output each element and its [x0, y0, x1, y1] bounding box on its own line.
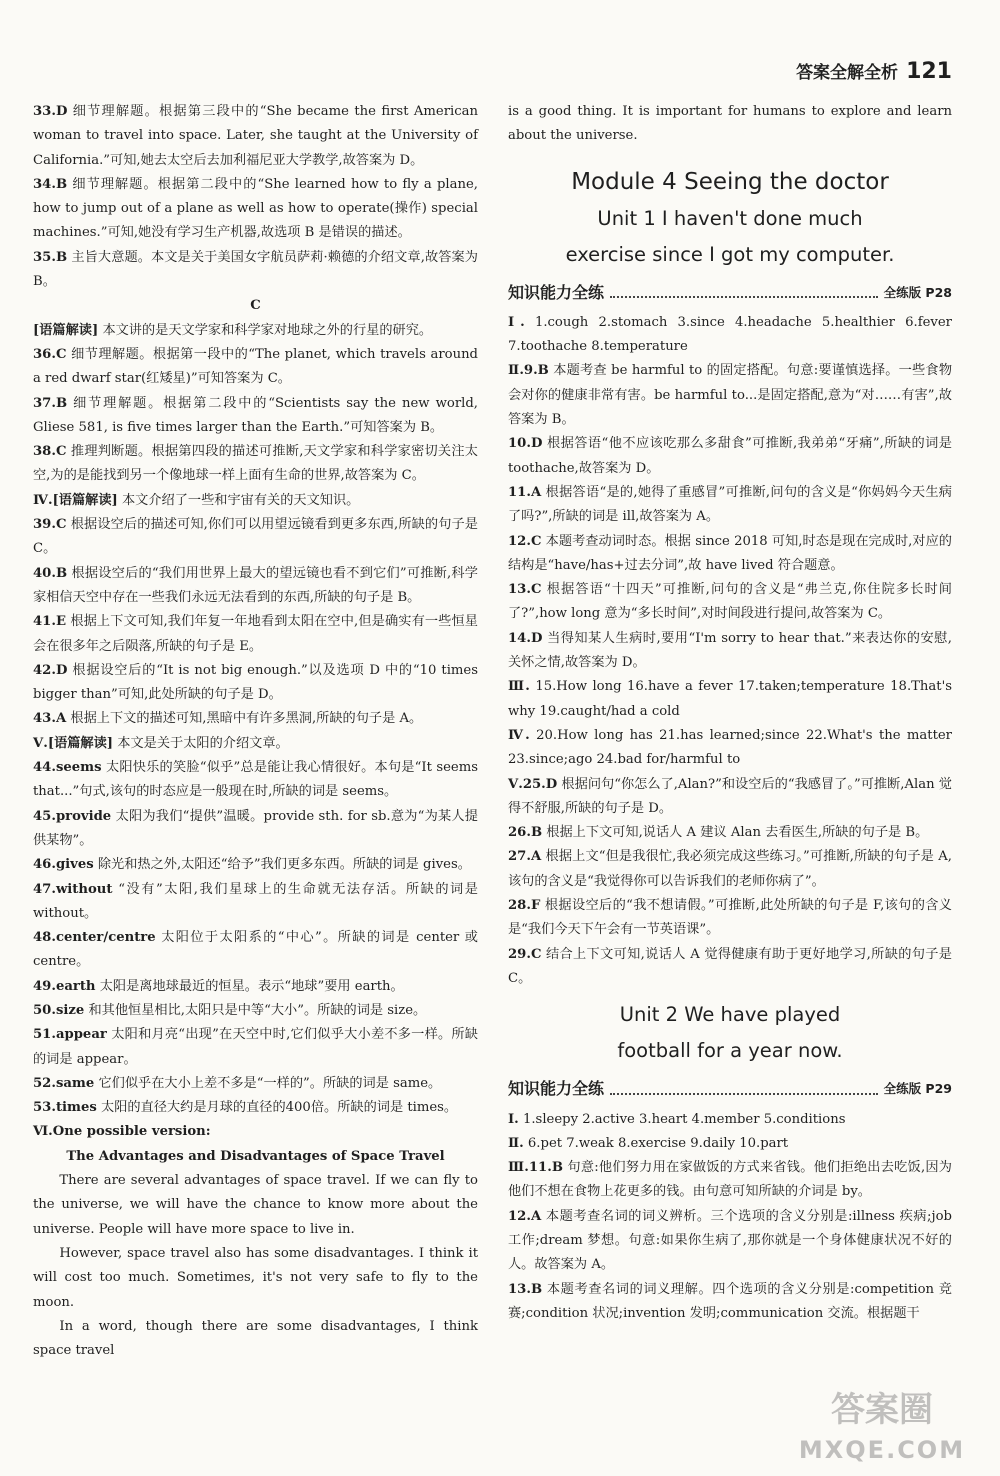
answer-number: 48.center/centre — [33, 930, 156, 946]
answer-text: 细节理解题。根据第二段中的“She learned how to fly a plane, how to jump out of a plane as well as how to operate(操作) special machines.”可知,她没有学习生产机器,故选项 B 是错误的描述。 — [33, 176, 478, 241]
answer-item — [33, 1023, 478, 1072]
answer-text: 6.pet 7.weak 8.exercise 9.daily 10.part — [527, 1135, 789, 1151]
answer-number: 13.C — [508, 582, 542, 598]
answer-item — [33, 1096, 478, 1120]
answer-item — [508, 1156, 952, 1205]
section-label: 知识能力全练 — [508, 282, 605, 302]
answer-text: 根据答语“十四天”可推断,问句的含义是“弗兰克,你住院多长时间了?”,how long 意为“多长时间”,对时间段进行提问,故答案为 C。 — [508, 582, 952, 622]
answer-item — [508, 675, 952, 724]
answer-text: 根据上下文可知,我们年复一年地看到太阳在空中,但是确实有一些恒星会在很多年之后陨落,所缺的句子是 E。 — [33, 614, 478, 654]
answer-text: 根据答语“是的,她得了重感冒”可推断,问句的含义是“你妈妈今天生病了吗?”,所缺的词是 ill,故答案为 A。 — [508, 484, 952, 525]
answer-number: [语篇解读] — [33, 322, 99, 338]
answer-number: 35.B — [33, 249, 68, 265]
answer-item — [33, 707, 478, 731]
answer-item — [33, 610, 478, 659]
unit2-title-line1: Unit 2 We have played — [619, 1003, 841, 1027]
answer-item — [508, 432, 952, 481]
answer-item — [508, 724, 952, 773]
answer-item — [508, 1132, 952, 1156]
page-header — [796, 58, 952, 84]
answer-number: Ⅳ. — [508, 727, 530, 743]
answer-text: 本文介绍了一些和宇宙有关的天文知识。 — [122, 492, 360, 508]
dotted-leader — [610, 1092, 878, 1095]
answer-item — [508, 578, 952, 627]
answer-text: In a word, though there are some disadvantages, I think space travel — [33, 1318, 478, 1359]
answer-text: 根据上下文的描述可知,黑暗中有许多黑洞,所缺的句子是 A。 — [70, 711, 423, 727]
answer-text: 20.How long has 21.has learned;since 22.What's the matter 23.since;ago 24.bad for/harmful to — [508, 727, 952, 768]
answer-text: 根据设空后的“我不想请假。”可推断,此处所缺的句子是 F,该句的含义是“我们今天下午会有一节英语课”。 — [508, 898, 952, 938]
answer-item — [508, 821, 952, 845]
watermark-line1: 答案圈 — [831, 1390, 933, 1430]
answer-text: 15.How long 16.have a fever 17.taken;temperature 18.That's why 19.caught/had a cold — [508, 679, 952, 719]
answer-text: 根据上下文可知,说话人 A 建议 Alan 去看医生,所缺的句子是 B。 — [546, 825, 929, 841]
answer-number: 28.F — [508, 898, 541, 914]
answers-block-1 — [508, 311, 952, 991]
answer-item — [33, 878, 478, 927]
answer-item — [508, 943, 952, 992]
section-label: 知识能力全练 — [508, 1079, 605, 1099]
answer-number: 49.earth — [33, 978, 96, 994]
answer-text: 本题考查名词的词义辨析。三个选项的含义分别是:illness 疾病;job 工作;dream 梦想。句意:如果你生病了,那你就是一个身体健康状况不好的人。故答案为 A。 — [508, 1208, 952, 1273]
answer-text: 根据设空后的“It is not big enough.”以及选项 D 中的“10 times bigger than”可知,此处所缺的句子是 D。 — [33, 662, 478, 703]
answer-number: Ⅴ.[语篇解读] — [33, 735, 114, 751]
answer-text: 1.cough 2.stomach 3.since 4.headache 5.healthier 6.fever 7.toothache 8.temperature — [508, 314, 952, 355]
answer-text: 太阳为我们“提供”温暖。provide sth. for sb.意为“为某人提供某物”。 — [33, 808, 478, 848]
answer-item — [508, 773, 952, 822]
unit1-title-line2: exercise since I got my computer. — [565, 242, 895, 266]
answer-text: 太阳位于太阳系的“中心”。所缺的词是 center 或 centre。 — [33, 930, 478, 970]
answer-text: The Advantages and Disadvantages of Space Travel — [66, 1148, 445, 1164]
answer-item — [33, 562, 478, 611]
answer-text: 除光和热之外,太阳还“给予”我们更多东西。所缺的词是 gives。 — [97, 857, 471, 873]
answer-text: 根据设空后的“我们用世界上最大的望远镜也看不到它们”可推断,科学家相信天空中存在一些我们永远无法看到的东西,所缺的句子是 B。 — [33, 565, 478, 605]
answer-number: 41.E — [33, 614, 66, 630]
answer-item — [508, 1205, 952, 1278]
answer-item — [33, 246, 478, 295]
answer-text: 太阳和月亮“出现”在天空中时,它们似乎大小差不多一样。所缺的词是 appear。 — [33, 1027, 478, 1067]
answer-number: 47.without — [33, 881, 113, 897]
answer-item — [33, 343, 478, 392]
answer-text: 本题考查 be harmful to 的固定搭配。句意:要谨慎选择。一些食物会对你的健康非常有害。be harmful to...是固定搭配,意为“对……有害”,故答案为 B。 — [508, 363, 953, 428]
answer-item — [508, 359, 952, 432]
answer-number: 43.A — [33, 711, 67, 727]
answer-item — [33, 1242, 478, 1315]
answer-item — [33, 1145, 478, 1169]
section-header-1 — [508, 281, 952, 305]
answers-block-2 — [508, 1108, 952, 1327]
answer-number: Ⅰ. — [508, 1111, 519, 1127]
answer-text: 它们似乎在大小上差不多是“一样的”。所缺的词是 same。 — [98, 1075, 442, 1091]
answer-number: 11.A — [508, 484, 542, 500]
answer-number: Ⅵ.One possible version: — [33, 1124, 211, 1140]
answer-item — [33, 319, 478, 343]
answer-number: 12.A — [508, 1208, 542, 1224]
answer-number: 46.gives — [33, 857, 94, 873]
answer-text: 推理判断题。根据第四段的描述可推断,天文学家和科学家密切关注太空,为的是能找到另一个像地球一样上面有生命的世界,故答案为 C。 — [33, 444, 478, 484]
answer-item — [33, 999, 478, 1023]
answer-text: 太阳的直径大约是月球的直径的400倍。所缺的词是 times。 — [101, 1100, 458, 1116]
answer-item — [508, 311, 952, 360]
answer-item — [33, 926, 478, 975]
answer-text: 本文讲的是天文学家和科学家对地球之外的行星的研究。 — [102, 322, 433, 338]
answer-item — [33, 805, 478, 854]
answer-text: 细节理解题。根据第三段中的“She became the first American woman to travel into space. Later, she taught at the University of California.”可知,她去太空后去加利福尼亚大学教学,故答案为 D。 — [33, 104, 478, 168]
answer-number: 12.C — [508, 533, 542, 549]
answer-number: Ⅱ.9.B — [508, 363, 549, 379]
answer-number: Ⅰ. — [508, 314, 525, 330]
continuation-text: is a good thing. It is important for humans to explore and learn about the universe. — [508, 104, 952, 144]
answer-text: 根据设空后的描述可知,你们可以用望远镜看到更多东西,所缺的句子是 C。 — [33, 517, 478, 557]
answer-text: However, space travel also has some disadvantages. I think it will cost too much. Sometimes, it's not very safe to fly to the moon. — [33, 1245, 478, 1310]
section-header-2 — [508, 1077, 952, 1101]
header-title: 答案全解全析 — [796, 63, 899, 83]
section-ref: 全练版 P28 — [883, 284, 952, 300]
answer-text: 根据上文“但是我很忙,我必须完成这些练习。”可推断,所缺的句子是 A,该句的含义是“我觉得你可以告诉我们的老师你病了”。 — [508, 849, 952, 889]
unit2-title-line2: football for a year now. — [617, 1039, 843, 1063]
answer-number: 33.D — [33, 104, 68, 119]
answer-item — [33, 756, 478, 805]
answer-item — [33, 1072, 478, 1096]
unit1-title-line1: Unit 1 I haven't done much — [597, 206, 863, 230]
answer-item — [33, 732, 478, 756]
answer-item — [33, 513, 478, 562]
answer-text: 结合上下文可知,说话人 A 觉得健康有助于更好地学习,所缺的句子是 C。 — [508, 946, 952, 986]
answer-item — [33, 659, 478, 708]
dotted-leader — [610, 295, 878, 298]
left-column — [33, 100, 478, 1363]
answer-number: Ⅲ.11.B — [508, 1160, 563, 1176]
answer-number: 44.seems — [33, 760, 102, 776]
answer-number: 10.D — [508, 436, 543, 452]
answer-number: 42.D — [33, 662, 68, 678]
answer-number: 40.B — [33, 565, 68, 581]
right-column — [508, 100, 952, 1326]
module-title: Module 4 Seeing the doctor — [571, 168, 889, 195]
answer-item — [33, 392, 478, 441]
answer-item — [33, 100, 478, 173]
answer-number: 45.provide — [33, 808, 112, 824]
answer-item — [508, 1278, 952, 1327]
answer-text: 根据答语“他不应该吃那么多甜食”可推断,我弟弟“牙痛”,所缺的词是 toothache,故答案为 D。 — [508, 436, 952, 476]
answer-item — [508, 481, 952, 530]
answer-text: There are several advantages of space travel. If we can fly to the universe, we will have the chance to know more about the universe. People will have more space to live in. — [33, 1173, 478, 1237]
answer-text: 根据问句“你怎么了,Alan?”和设空后的“我感冒了。”可推断,Alan 觉得不舒服,所缺的句子是 D。 — [508, 776, 952, 816]
answer-item — [33, 173, 478, 246]
answer-item — [508, 845, 952, 894]
answer-item — [508, 530, 952, 579]
answer-item — [508, 1108, 952, 1132]
answer-number: Ⅳ.[语篇解读] — [33, 492, 118, 508]
answer-number: 14.D — [508, 630, 543, 646]
answer-item — [33, 1120, 478, 1144]
section-ref: 全练版 P29 — [883, 1081, 952, 1097]
answer-text: 本题考查动词时态。根据 since 2018 可知,时态是现在完成时,对应的结构是“have/has+过去分词”,故 have lived 符合题意。 — [508, 533, 952, 573]
answer-text: 太阳是离地球最近的恒星。表示“地球”要用 earth。 — [99, 978, 404, 994]
answer-number: 36.C — [33, 346, 67, 362]
answer-number: 34.B — [33, 176, 68, 192]
answer-text: 句意:他们努力用在家做饭的方式来省钱。他们拒绝出去吃饭,因为他们不想在食物上花更多的钱。由句意可知所缺的介词是 by。 — [508, 1160, 952, 1200]
watermark-stamp — [782, 1390, 982, 1470]
answer-number: 26.B — [508, 825, 543, 841]
answer-text: 本题考查名词的词义理解。四个选项的含义分别是:competition 竞赛;condition 状况;invention 发明;communication 交流。根据题干 — [508, 1281, 952, 1321]
answer-number: 29.C — [508, 946, 542, 962]
watermark-line2: MXQE.COM — [798, 1436, 966, 1464]
answer-number: 51.appear — [33, 1027, 107, 1043]
answer-number: Ⅱ. — [508, 1135, 524, 1151]
answer-item — [33, 294, 478, 318]
answer-number: 37.B — [33, 395, 68, 411]
answer-text: “没有”太阳,我们星球上的生命就无法存活。所缺的词是 without。 — [33, 881, 478, 921]
answer-text: 主旨大意题。本文是关于美国女字航员萨莉·赖德的介绍文章,故答案为 B。 — [33, 249, 478, 290]
answer-text: 当得知某人生病时,要用“I'm sorry to hear that.”来表达你的安慰,关怀之情,故答案为 D。 — [508, 630, 952, 671]
answer-text: 本文是关于太阳的介绍文章。 — [117, 735, 289, 751]
answer-text: C — [250, 298, 261, 314]
answer-number: 52.same — [33, 1075, 95, 1091]
answer-number: Ⅴ.25.D — [508, 776, 558, 792]
answer-text: 细节理解题。根据第一段中的“The planet, which travels around a red dwarf star(红矮星)”可知答案为 C。 — [33, 346, 478, 387]
answer-number: 39.C — [33, 517, 67, 533]
answer-text: 太阳快乐的笑脸“似乎”总是能让我心情很好。本句是“It seems that...”句式,该句的时态应是一般现在时,所缺的词是 seems。 — [33, 760, 478, 800]
page-number: 121 — [906, 59, 952, 84]
answer-number: 13.B — [508, 1281, 543, 1297]
answer-item — [508, 894, 952, 943]
answer-item — [33, 975, 478, 999]
answer-number: 50.size — [33, 1002, 85, 1018]
answer-text: 1.sleepy 2.active 3.heart 4.member 5.conditions — [522, 1111, 846, 1127]
answer-text: 细节理解题。根据第二段中的“Scientists say the new world, Gliese 581, is five times larger than the Earth.”可知答案为 B。 — [33, 395, 478, 435]
answer-number: 53.times — [33, 1100, 97, 1116]
answer-item — [33, 853, 478, 877]
answer-item — [33, 1315, 478, 1364]
answer-number: Ⅲ. — [508, 679, 530, 695]
answer-number: 27.A — [508, 849, 542, 865]
answer-item — [33, 489, 478, 513]
answer-item — [33, 1169, 478, 1242]
answer-item — [508, 627, 952, 676]
answer-item — [33, 440, 478, 489]
answer-number: 38.C — [33, 444, 67, 460]
answer-text: 和其他恒星相比,太阳只是中等“大小”。所缺的词是 size。 — [88, 1002, 427, 1018]
